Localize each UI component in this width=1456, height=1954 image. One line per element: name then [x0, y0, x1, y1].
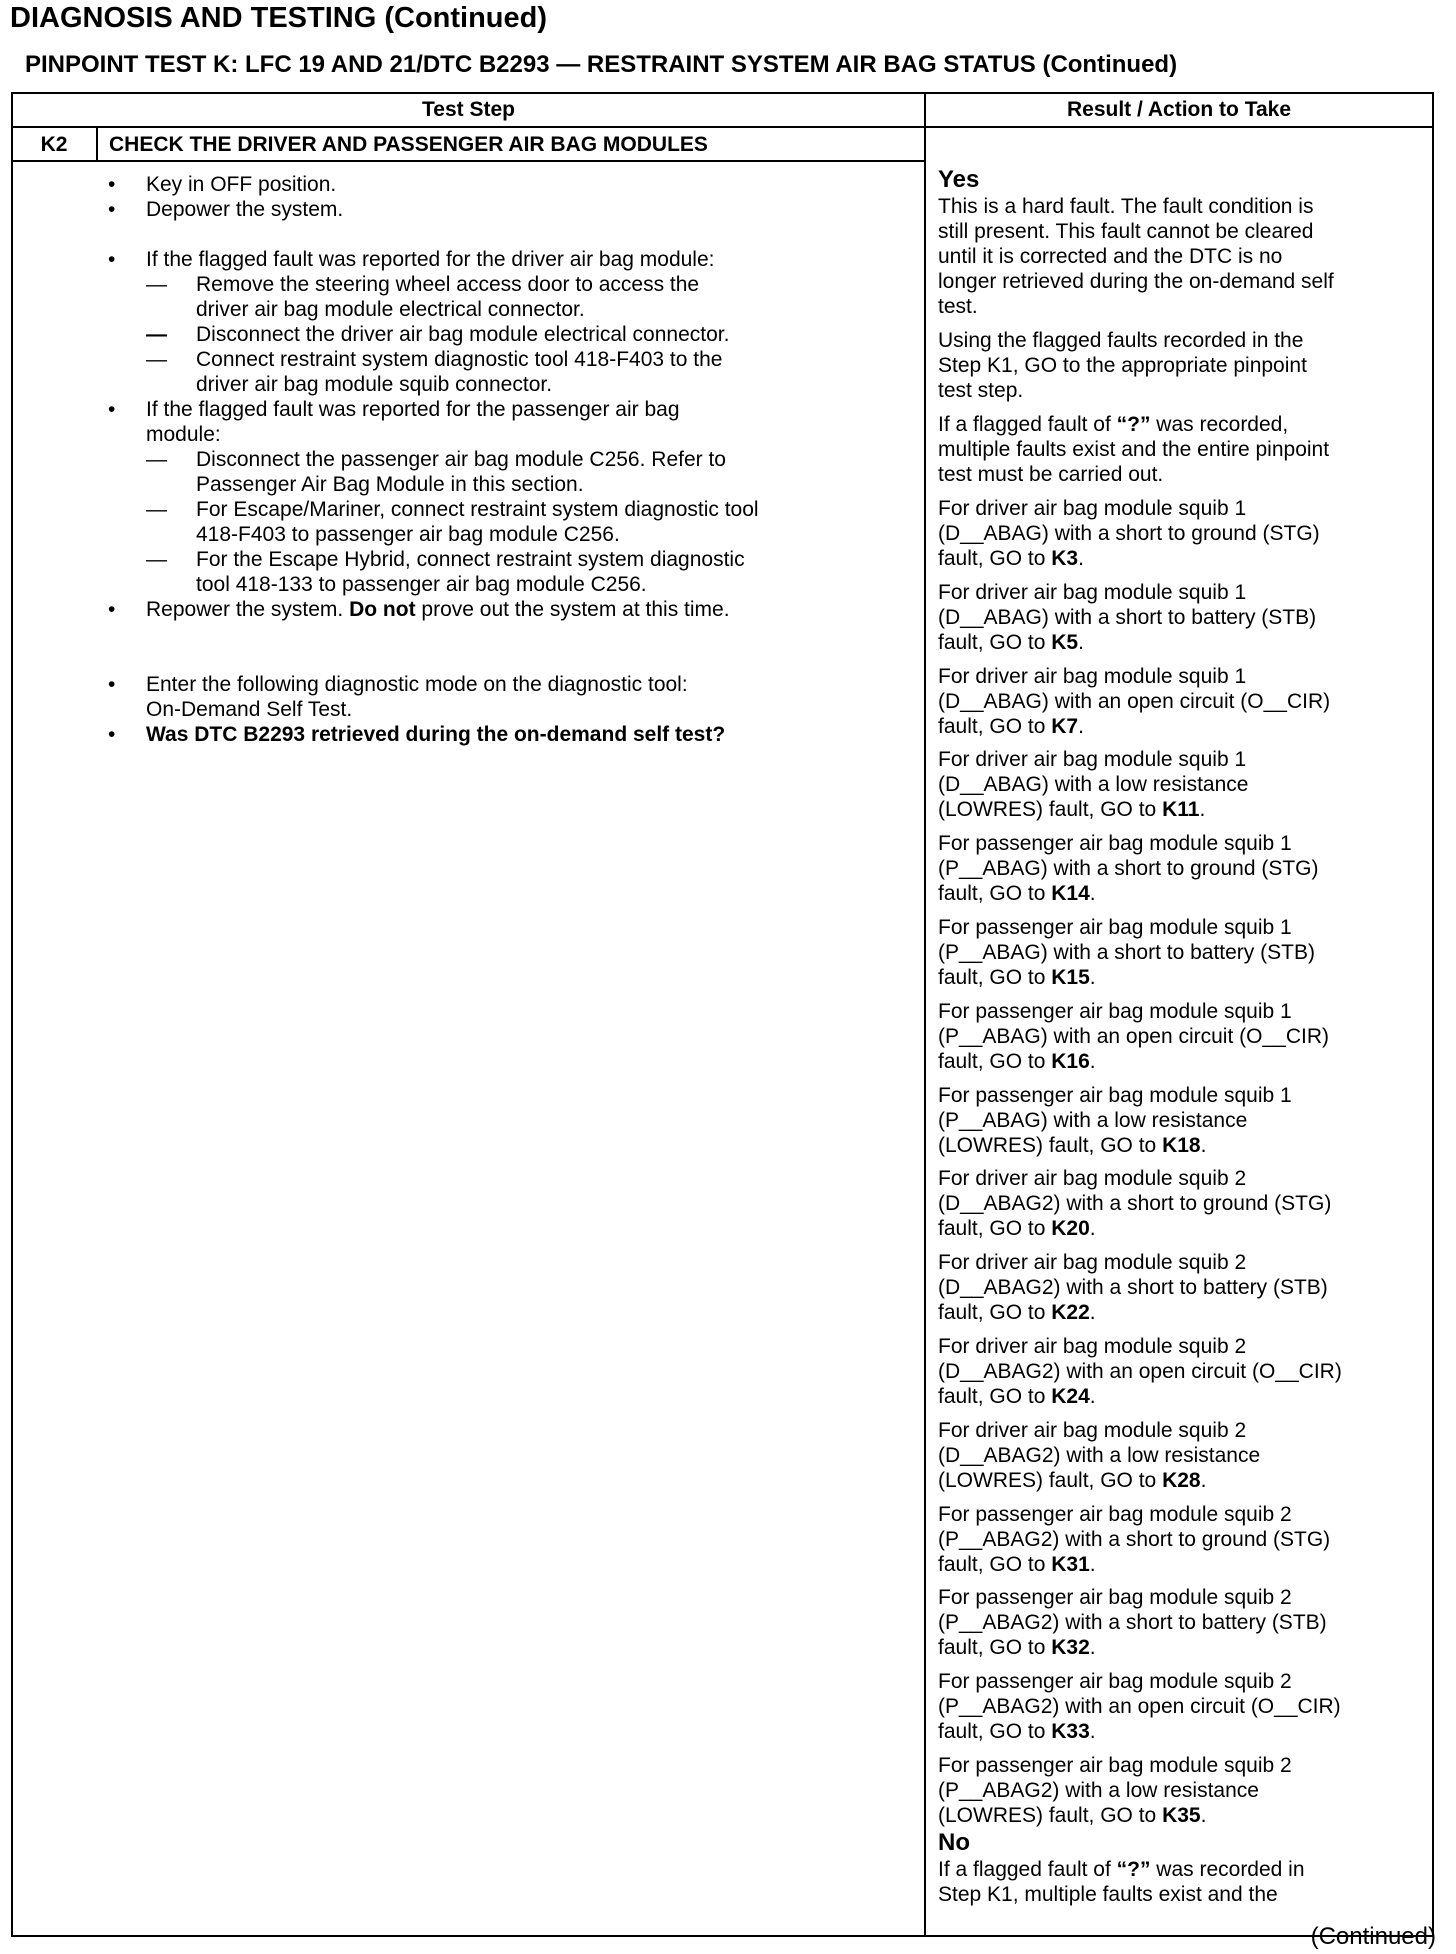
step-reference: K11 [1162, 798, 1200, 821]
step-reference: K35 [1162, 1804, 1201, 1827]
fault-line: fault, GO to K24. [938, 1385, 1096, 1408]
step-reference: K14 [1051, 882, 1090, 905]
fault-line: fault, GO to K32. [938, 1636, 1096, 1659]
fault-line: For passenger air bag module squib 2 [938, 1503, 1292, 1526]
fault-line: For passenger air bag module squib 2 [938, 1586, 1292, 1609]
fault-line: (LOWRES) fault, GO to K28. [938, 1469, 1207, 1492]
fault-line: For driver air bag module squib 2 [938, 1251, 1247, 1274]
fault-line: For passenger air bag module squib 1 [938, 1084, 1292, 1107]
step-reference: K22 [1051, 1301, 1090, 1324]
multi-fault-line: test must be carried out. [938, 463, 1164, 486]
fault-line: fault, GO to K5. [938, 631, 1084, 654]
fault-line: fault, GO to K33. [938, 1720, 1096, 1743]
fault-line: (D__ABAG) with a short to ground (STG) [938, 522, 1320, 545]
step-reference: K28 [1162, 1469, 1201, 1492]
fault-line: (D__ABAG2) with a short to ground (STG) [938, 1192, 1332, 1215]
using-line: Step K1, GO to the appropriate pinpoint [938, 354, 1307, 377]
fault-line: (LOWRES) fault, GO to K11. [938, 798, 1206, 821]
fault-line: For driver air bag module squib 2 [938, 1167, 1247, 1190]
instruction-item: Enter the following diagnostic mode on the diagnostic tool: [146, 673, 688, 696]
step-reference: K33 [1051, 1720, 1090, 1743]
fault-line: For passenger air bag module squib 1 [938, 916, 1292, 939]
no-description: Step K1, multiple faults exist and the [938, 1883, 1278, 1906]
fault-line: (P__ABAG) with an open circuit (O__CIR) [938, 1025, 1329, 1048]
instruction-item: If the flagged fault was reported for the driver air bag module: [146, 248, 715, 271]
fault-line: For passenger air bag module squib 1 [938, 1000, 1292, 1023]
no-label: No [938, 1829, 970, 1856]
sub-instruction: driver air bag module squib connector. [196, 373, 553, 396]
fault-line: fault, GO to K15. [938, 966, 1096, 989]
sub-instruction: driver air bag module electrical connector. [196, 298, 585, 321]
step-reference: K5 [1051, 631, 1079, 654]
fault-line: (P__ABAG2) with an open circuit (O__CIR) [938, 1695, 1341, 1718]
fault-line: For driver air bag module squib 2 [938, 1419, 1247, 1442]
fault-line: (D__ABAG) with an open circuit (O__CIR) [938, 690, 1331, 713]
yes-line: still present. This fault cannot be cleared [938, 220, 1314, 243]
yes-line: until it is corrected and the DTC is no [938, 245, 1283, 268]
step-reference: K20 [1051, 1217, 1090, 1240]
sub-instruction: 418-F403 to passenger air bag module C256. [196, 523, 620, 546]
sub-instruction: Passenger Air Bag Module in this section. [196, 473, 584, 496]
fault-line: (LOWRES) fault, GO to K35. [938, 1804, 1207, 1827]
fault-line: fault, GO to K7. [938, 715, 1084, 738]
column-header-test-step: Test Step [422, 98, 515, 121]
fault-line: fault, GO to K31. [938, 1553, 1096, 1576]
fault-line: (P__ABAG) with a short to ground (STG) [938, 857, 1319, 880]
instruction-item: Depower the system. [146, 198, 344, 221]
fault-line: For passenger air bag module squib 1 [938, 832, 1292, 855]
step-title: CHECK THE DRIVER AND PASSENGER AIR BAG MODULES [109, 133, 708, 156]
instruction-list: • Key in OFF position. • Depower the system. • If the flagged fault was reported for the driver air bag module: — Remove the steering wheel access door to access the driver air bag module electrical connector. — Disconnect the driver air bag module electrical connector. — Connect restraint system diagnostic tool 418-F403 to the driver air bag module squib connector. • If the flagged fault was reported for the passenger air bag module: — Disconnect the passenger air bag module C256. Refer to Passenger Air Bag Module in this section. — For Escape/Mariner, connect restraint system diagnostic tool 418-F403 to passenger air bag module C256. — For the Escape Hybrid, connect restraint system diagnostic tool 418-133 to passenger air bag module C256. • Repower the system. Do not prove out the system at this time. • Enter the following diagnostic mode on the diagnostic tool: On-Demand Self Test. • Was DTC B2293 retrieved during the on-demand self test? [108, 173, 759, 746]
fault-line: For passenger air bag module squib 2 [938, 1754, 1292, 1777]
step-id: K2 [40, 133, 68, 156]
fault-line: (D__ABAG2) with an open circuit (O__CIR) [938, 1360, 1342, 1383]
fault-line: For driver air bag module squib 1 [938, 748, 1247, 771]
instruction-item: Key in OFF position. [146, 173, 337, 196]
fault-line: fault, GO to K14. [938, 882, 1096, 905]
fault-line: fault, GO to K16. [938, 1050, 1096, 1073]
sub-instruction: Remove the steering wheel access door to access the [196, 273, 700, 296]
fault-line: For driver air bag module squib 1 [938, 581, 1247, 604]
sub-instruction: Connect restraint system diagnostic tool 418-F403 to the [196, 348, 723, 371]
step-reference: K32 [1051, 1636, 1090, 1659]
fault-line: For driver air bag module squib 1 [938, 497, 1247, 520]
instruction-item: On-Demand Self Test. [146, 698, 353, 721]
fault-line: (D__ABAG2) with a low resistance [938, 1444, 1261, 1467]
sub-instruction: tool 418-133 to passenger air bag module C256. [196, 573, 647, 596]
fault-line: For passenger air bag module squib 2 [938, 1670, 1292, 1693]
fault-line: (D__ABAG) with a short to battery (STB) [938, 606, 1317, 629]
instruction-item: If the flagged fault was reported for the passenger air bag [146, 398, 680, 421]
yes-line: test. [938, 295, 978, 318]
sub-instruction: For the Escape Hybrid, connect restraint system diagnostic [196, 548, 745, 571]
fault-line: (LOWRES) fault, GO to K18. [938, 1134, 1207, 1157]
step-reference: K18 [1162, 1134, 1201, 1157]
yes-line: longer retrieved during the on-demand self [938, 270, 1334, 293]
test-table [11, 92, 1434, 1937]
fault-line: fault, GO to K20. [938, 1217, 1096, 1240]
sub-instruction: Disconnect the passenger air bag module C256. Refer to [196, 448, 726, 471]
step-reference: K31 [1051, 1553, 1090, 1576]
fault-line: fault, GO to K22. [938, 1301, 1096, 1324]
step-id-divider [96, 126, 98, 162]
fault-line: For driver air bag module squib 1 [938, 665, 1247, 688]
pinpoint-test-title: PINPOINT TEST K: LFC 19 AND 21/DTC B2293 — RESTRAINT SYSTEM AIR BAG STATUS (Continued) [25, 51, 1178, 78]
column-header-result: Result / Action to Take [1066, 98, 1292, 121]
question: Was DTC B2293 retrieved during the on-demand self test? [146, 723, 726, 746]
fault-line: (P__ABAG2) with a short to ground (STG) [938, 1528, 1331, 1551]
yes-label: Yes [938, 166, 980, 193]
fault-line: (P__ABAG2) with a low resistance [938, 1779, 1259, 1802]
using-line: Using the flagged faults recorded in the [938, 329, 1304, 352]
continued-label: (Continued) [1310, 1923, 1436, 1950]
fault-line: For driver air bag module squib 2 [938, 1335, 1247, 1358]
step-reference: K16 [1051, 1050, 1090, 1073]
fault-line: (P__ABAG2) with a short to battery (STB) [938, 1611, 1327, 1634]
using-line: test step. [938, 379, 1024, 402]
sub-instruction: For Escape/Mariner, connect restraint system diagnostic tool [196, 498, 759, 521]
multi-fault-line: If a flagged fault of “?” was recorded, [938, 413, 1289, 436]
fault-line: (P__ABAG) with a low resistance [938, 1109, 1248, 1132]
step-reference: K3 [1051, 547, 1079, 570]
step-reference: K7 [1051, 715, 1079, 738]
page-title: DIAGNOSIS AND TESTING (Continued) [10, 2, 548, 34]
sub-instruction: Disconnect the driver air bag module electrical connector. [196, 323, 730, 346]
fault-line: fault, GO to K3. [938, 547, 1084, 570]
instruction-item: Repower the system. Do not prove out the system at this time. [146, 598, 730, 621]
fault-line: (P__ABAG) with a short to battery (STB) [938, 941, 1315, 964]
multi-fault-line: multiple faults exist and the entire pinpoint [938, 438, 1330, 461]
yes-line: This is a hard fault. The fault condition is [938, 195, 1314, 218]
no-description: If a flagged fault of “?” was recorded in [938, 1858, 1305, 1881]
fault-line: (D__ABAG) with a low resistance [938, 773, 1249, 796]
instruction-item: module: [146, 423, 221, 446]
fault-line: (D__ABAG2) with a short to battery (STB) [938, 1276, 1328, 1299]
step-reference: K15 [1051, 966, 1090, 989]
step-reference: K24 [1051, 1385, 1090, 1408]
column-divider [924, 94, 926, 1935]
